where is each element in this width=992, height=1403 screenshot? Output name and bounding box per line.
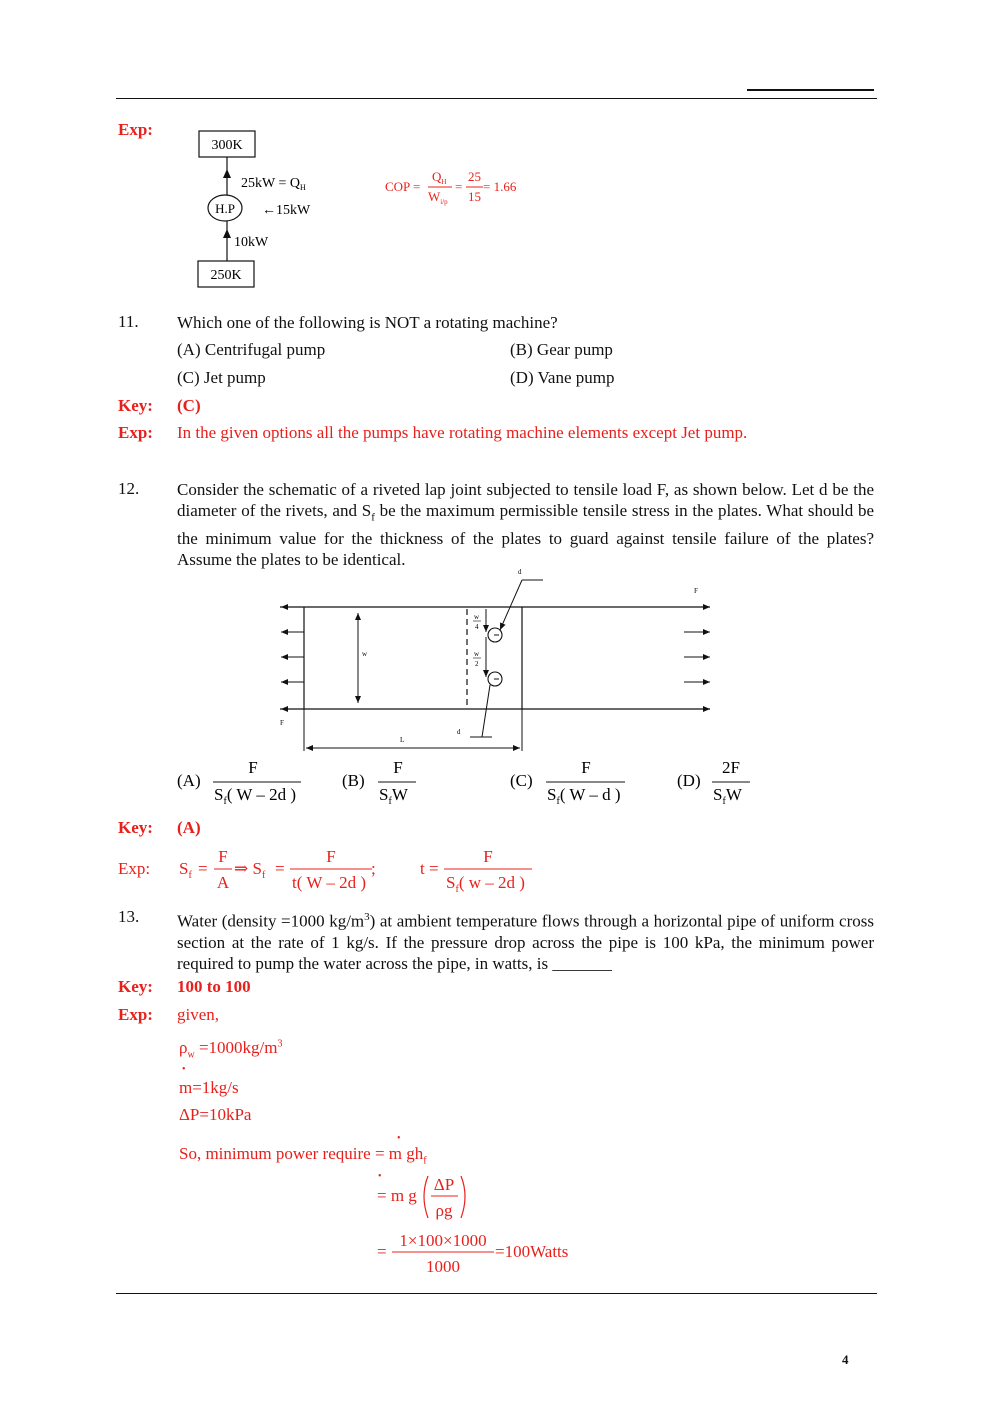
q13-line3 [374, 1226, 604, 1278]
svg-text:w: w [474, 650, 480, 658]
lap-joint-figure [270, 567, 720, 757]
svg-text:t( W – 2d ): t( W – 2d ) [292, 873, 366, 892]
svg-text:F: F [581, 758, 591, 777]
svg-text:w: w [474, 613, 480, 621]
svg-text:(A): (A) [177, 771, 201, 790]
svg-text:(D): (D) [677, 771, 701, 790]
svg-text:1000: 1000 [426, 1257, 460, 1276]
ql-label: 10kW [234, 235, 269, 250]
page-number: 4 [842, 1352, 849, 1367]
svg-text:L: L [400, 736, 405, 744]
svg-text:F: F [393, 758, 403, 777]
q12-key-label: Key: [118, 818, 153, 837]
header-rule [116, 98, 877, 99]
q12-question: Consider the schematic of a riveted lap joint subjected to tensile load F, as shown below. Let d be the diameter of the rivets, and $S_f$ be the maximum permissible tensile stress in the plates. What should be the minimum value for the thickness of the plates to guard against tensile failure of the plates? Assume the plates to be identical. [177, 480, 874, 570]
svg-text:4: 4 [475, 623, 479, 631]
q13-mdot-dot: • [182, 1064, 186, 1075]
svg-text:F: F [280, 719, 284, 727]
svg-text:A: A [216, 873, 230, 892]
q12-options [170, 755, 770, 810]
q10-exp-label: Exp: [118, 120, 153, 139]
q13-given: given, [177, 1005, 220, 1024]
svg-text:2: 2 [475, 660, 479, 668]
svg-text:=: = [198, 859, 208, 878]
svg-text:=: = [377, 1242, 387, 1261]
svg-text:25: 25 [468, 169, 481, 184]
svg-text:(C): (C) [510, 771, 533, 790]
q11-question: Which one of the following is NOT a rotating machine? [177, 313, 558, 332]
svg-text:F: F [326, 847, 336, 866]
q11-option-b: (B) Gear pump [510, 340, 613, 359]
q13-so: So, minimum power require = m $gh_f$ [179, 1144, 427, 1167]
svg-text:F: F [218, 847, 228, 866]
svg-text:=100Watts: =100Watts [495, 1242, 569, 1261]
svg-text:•: • [378, 1171, 382, 1182]
svg-text:w: w [362, 650, 368, 658]
heat-pump-diagram [190, 125, 370, 295]
svg-text:d: d [518, 568, 522, 576]
svg-text:Wi/p: $W_{i/p}$ [428, 189, 448, 206]
q11-option-a: (A) Centrifugal pump [177, 340, 326, 359]
svg-text:d: d [457, 728, 461, 736]
q11-key: (C) [177, 396, 201, 415]
box-250k-label: 250K [210, 268, 242, 283]
svg-text:Sf( W – d ): $S_f$( W – d ) [547, 785, 621, 807]
svg-text:t =: t = [420, 859, 439, 878]
q11-exp: In the given options all the pumps have rotating machine elements except Jet pump. [177, 423, 748, 442]
svg-text:F: F [483, 847, 493, 866]
svg-text:F: F [694, 587, 698, 595]
svg-text:Sf( W – 2d ): $S_f$( W – 2d ) [214, 785, 297, 807]
q13-number: 13. [118, 907, 140, 926]
svg-text:ρg: ρg [435, 1201, 453, 1220]
q11-exp-label: Exp: [118, 423, 153, 442]
svg-text:=: = [455, 179, 463, 194]
q12-number: 12. [118, 479, 140, 498]
svg-text:= m g: = m g [377, 1186, 417, 1205]
q13-key-label: Key: [118, 977, 153, 996]
q12-exp-label: Exp: [118, 859, 151, 878]
svg-text:;: ; [371, 859, 376, 878]
cop-equation [384, 165, 534, 210]
q11-number: 11. [118, 312, 139, 331]
header-short-rule [747, 89, 874, 91]
svg-text:15: 15 [468, 189, 481, 204]
q13-line2 [374, 1170, 484, 1225]
hp-label: H.P [215, 201, 235, 216]
q12-exp-equation [176, 843, 556, 898]
q11-key-label: Key: [118, 396, 153, 415]
work-label: ←15kW [262, 203, 311, 218]
q13-mdot: m=1kg/s [179, 1078, 239, 1097]
q13-key: 100 to 100 [177, 977, 251, 996]
q13-dp: ΔP=10kPa [179, 1105, 252, 1124]
svg-text:1×100×1000: 1×100×1000 [399, 1231, 487, 1250]
qh-label: $25kW = Q_H$ [241, 176, 306, 192]
svg-text:Sf: $S_f$ [179, 859, 192, 881]
box-300k-label: 300K [211, 138, 243, 153]
svg-text:Sf( w – 2d ): $S_f$( w – 2d ) [446, 873, 525, 895]
q11-option-d: (D) Vane pump [510, 368, 615, 387]
svg-text:SfW: $S_fW$ [713, 785, 742, 807]
svg-text:COP =: COP = [385, 179, 421, 194]
q12-key: (A) [177, 818, 201, 837]
q13-question: Water (density =1000 $kg/m^3$) at ambient temperature flows through a horizontal pipe of uniform cross section at the rate of 1 kg/s. If the pressure drop across the pipe is 100 kPa, the minimum power required to pump the water across the pipe, in watts, is _______ [177, 911, 874, 973]
q13-exp-label: Exp: [118, 1005, 153, 1024]
q13-rho: $\rho_w =1000kg/m^3$ [179, 1038, 283, 1061]
svg-text:F: F [248, 758, 258, 777]
svg-text:ΔP: ΔP [433, 1175, 455, 1194]
footer-rule [116, 1293, 877, 1294]
svg-text:SfW: $S_fW$ [379, 785, 408, 807]
svg-text:= 1.66: = 1.66 [483, 179, 517, 194]
q11-option-c: (C) Jet pump [177, 368, 266, 387]
svg-text:⇒ Sf: ⇒ $S_f$ [234, 859, 266, 881]
svg-text:(B): (B) [342, 771, 365, 790]
svg-text:2F: 2F [722, 758, 740, 777]
svg-text:=: = [275, 859, 285, 878]
q13-so-dot: • [397, 1133, 401, 1144]
svg-text:QH: $Q_H$ [432, 169, 447, 186]
